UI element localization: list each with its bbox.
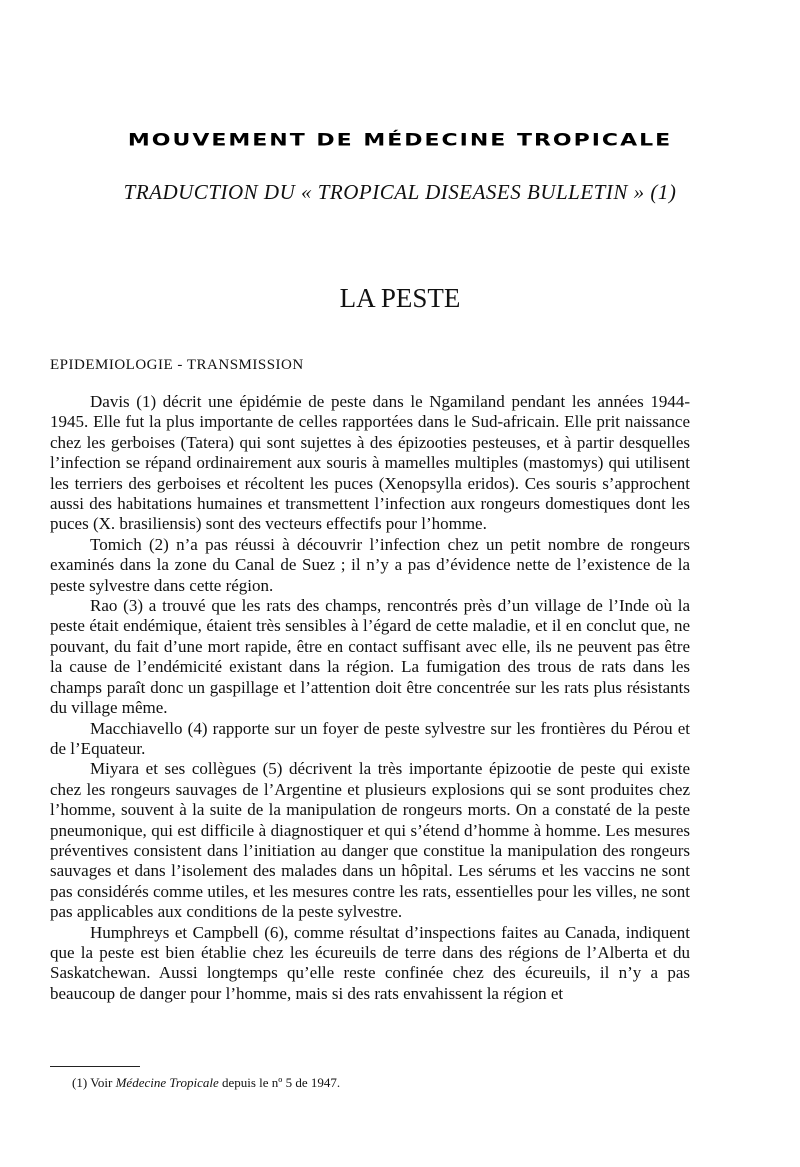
paragraph-humphreys: Humphreys et Campbell (6), comme résultat d’inspections faites au Canada, indiquent que la peste est bien établie chez les écureuils de terre dans des régions de l’Alberta et du Saskatchewan. Aussi longtemps qu’elle reste confinée chez des écureuils, il n’y a pas beaucoup de danger pour l’homme, mais si des rats envahissent la région et: [50, 922, 690, 1003]
paragraph-miyara: Miyara et ses collègues (5) décrivent la très importante épizootie de peste qui existe chez les rongeurs sauvages de l’Argentine et plusieurs explosions qui se sont produites chez l’homme, souvent à la suite de la manipulation de rongeurs morts. On a constaté de la peste pneumonique, qui est difficile à diagnostiquer et qui s’étend d’homme à homme. Les mesures préventives consistent dans l’initiation au danger que constitue la manipulation des rongeurs sauvages et dans l’isolement des malades dans un hôpital. Les sérums et les vaccins ne sont pas considérés comme utiles, et les mesures contre les rats, essentielles pour les villes, ne sont pas applicables aux conditions de la peste sylvestre.: [50, 759, 690, 922]
footnote-text-before: Voir: [90, 1075, 113, 1090]
article-body: [50, 392, 690, 1004]
section-heading: EPIDEMIOLOGIE - TRANSMISSION: [50, 357, 304, 373]
paragraph-rao: Rao (3) a trouvé que les rats des champs, rencontrés près d’un village de l’Inde où la peste était endémique, étaient très sensibles à l’égard de cette maladie, et il en conclut que, ne pouvant, du fait d’une mort rapide, être en contact suffisant avec elle, ils ne peuvent pas être la cause de l’endémicité existant dans la région. La fumigation des trous de rats dans les champs paraît donc un gaspillage et l’attention doit être concentrée sur les rats plus résistants du village même.: [50, 596, 690, 718]
paragraph-tomich: Tomich (2) n’a pas réussi à découvrir l’infection chez un petit nombre de rongeurs examinés dans la zone du Canal de Suez ; il n’y a pas d’évidence nette de l’existence de la peste sylvestre dans cette région.: [50, 534, 690, 595]
footnote-text-after: depuis le nº 5 de 1947.: [221, 1075, 341, 1090]
footnote: [72, 1075, 340, 1091]
footnote-divider: [50, 1066, 140, 1067]
article-title: LA PESTE: [339, 283, 461, 313]
translation-subtitle: TRADUCTION DU « TROPICAL DISEASES BULLETIN » (1): [123, 180, 677, 204]
footnote-journal-name: Médecine Tropicale: [115, 1075, 219, 1090]
footnote-marker: (1): [72, 1075, 88, 1090]
paragraph-macchiavello: Macchiavello (4) rapporte sur un foyer de peste sylvestre sur les frontières du Pérou et de l’Equateur.: [50, 718, 690, 758]
paragraph-davis: Davis (1) décrit une épidémie de peste dans le Ngamiland pendant les années 1944-1945. Elle fut la plus importante de celles rapportées dans le Sud-africain. Elle prit naissance chez les gerboises (Tatera) qui sont sujettes à des épizooties pesteuses, et à partir desquelles l’infection se répand ordinairement aux souris à mamelles multiples (mastomys) qui utilisent les terriers des gerboises et récoltent les puces (Xenopsylla eridos). Ces souris s’approchent aussi des habitations humaines et transmettent l’infection aux rongeurs domestiques dont les puces (X. brasiliensis) sont des vecteurs effectifs pour l’homme.: [50, 392, 690, 534]
journal-section-header: MOUVEMENT DE MÉDECINE TROPICALE: [127, 130, 673, 151]
